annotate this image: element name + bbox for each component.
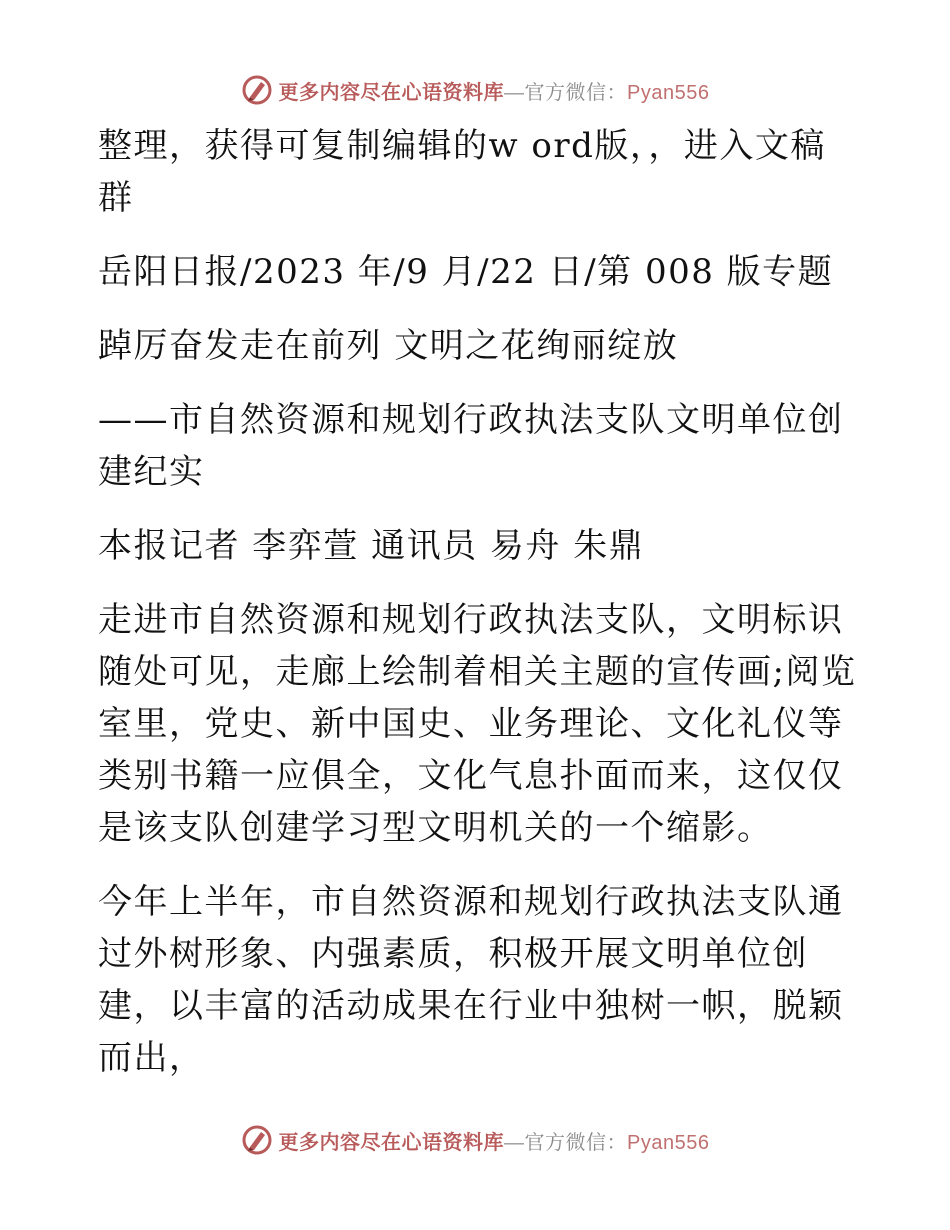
article-subtitle: ——市自然资源和规划行政执法支队文明单位创建纪实 — [98, 400, 844, 492]
pen-logo-icon — [241, 74, 273, 106]
watermark-text: 更多内容尽在心语资料库—官方微信：Pyan556 — [278, 1131, 710, 1154]
article-title: 踔厉奋发走在前列 文明之花绚丽绽放 — [98, 326, 679, 366]
paragraph-source: 岳阳日报/2023 年/9 月/22 日/第 008 版专题 — [98, 252, 834, 292]
document-body — [98, 120, 858, 1106]
header-watermark — [0, 68, 950, 112]
pen-logo-icon — [241, 1124, 273, 1156]
paragraph-intro: 整理，获得可复制编辑的w ord版，，进入文稿群 — [98, 126, 826, 218]
watermark-text: 更多内容尽在心语资料库—官方微信：Pyan556 — [278, 81, 710, 104]
footer-watermark — [0, 1118, 950, 1162]
paragraph-body-2: 今年上半年，市自然资源和规划行政执法支队通过外树形象、内强素质，积极开展文明单位创建，以丰富的活动成果在行业中独树一帜，脱颖而出， — [98, 882, 844, 1078]
article-byline: 本报记者 李弈萱 通讯员 易舟 朱鼎 — [98, 526, 645, 566]
paragraph-body-1: 走进市自然资源和规划行政执法支队，文明标识随处可见，走廊上绘制着相关主题的宣传画;阅览室里，党史、新中国史、业务理论、文化礼仪等类别书籍一应俱全，文化气息扑面而来，这仅仅是该支队创建学习型文明机关的一个缩影。 — [98, 600, 857, 848]
